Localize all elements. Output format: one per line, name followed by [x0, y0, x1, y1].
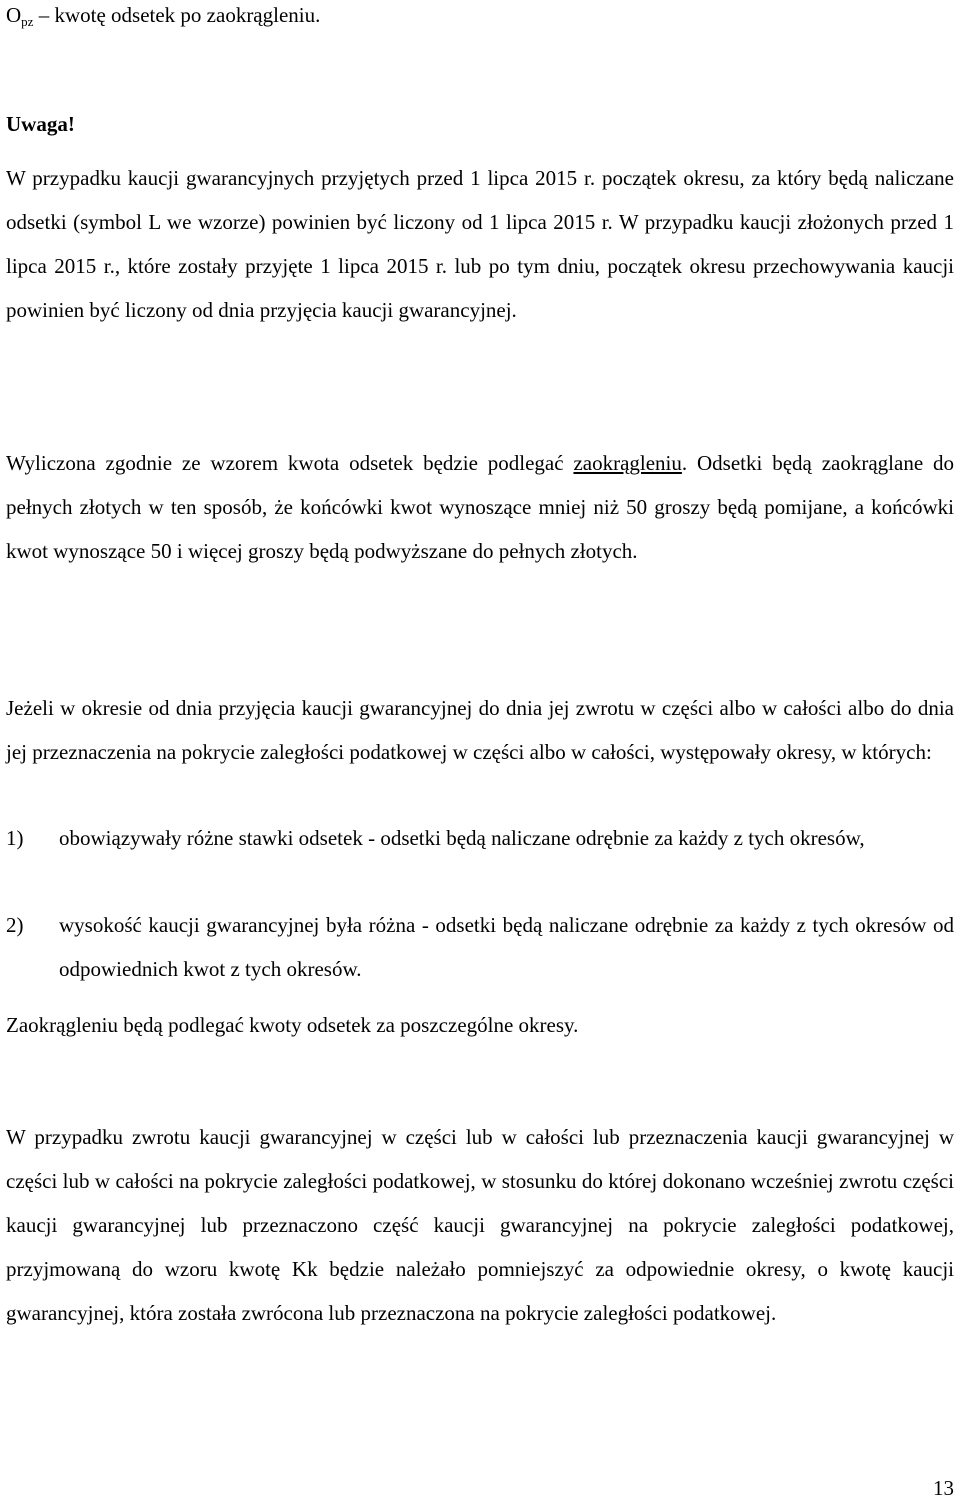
opz-symbol: O — [6, 3, 22, 27]
rounding-underlined-word: zaokrągleniu — [573, 451, 682, 475]
page-number: 13 — [933, 1476, 954, 1500]
list-item-text: wysokość kaucji gwarancyjnej była różna - odsetki będą naliczane odrębnie za każdy z tych okresów od odpowiednich kwot z tych okresów. — [59, 913, 954, 981]
paragraph-rounding — [6, 441, 954, 573]
note-heading: Uwaga! — [6, 112, 75, 136]
opz-subscript: pz — [21, 14, 34, 29]
opz-description: – kwotę odsetek po zaokrągleniu. — [33, 3, 321, 27]
list-item-text: obowiązywały różne stawki odsetek - odsetki będą naliczane odrębnie za każdy z tych okresów, — [59, 826, 865, 850]
opz-definition-line — [6, 0, 954, 37]
paragraph-periods-intro: Jeżeli w okresie od dnia przyjęcia kaucji gwarancyjnej do dnia jej zwrotu w części albo w całości albo do dnia jej przeznaczenia na pokrycie zaległości podatkowej w części albo w całości, występowały okresy, w których: — [6, 696, 954, 764]
rounding-text-before: Wyliczona zgodnie ze wzorem kwota odsetek będzie podlegać — [6, 451, 574, 475]
rounding-text-after: . Odsetki będą zaokrąglane do pełnych złotych w ten sposób, że końcówki kwot wynoszące mniej niż 50 groszy będą pomijane, a końcówki kwot wynoszące 50 i więcej groszy będą podwyższane do pełnych złotych. — [6, 451, 954, 563]
paragraph-start-of-period: W przypadku kaucji gwarancyjnych przyjętych przed 1 lipca 2015 r. początek okresu, za który będą naliczane odsetki (symbol L we wzorze) powinien być liczony od 1 lipca 2015 r. W przypadku kaucji złożonych przed 1 lipca 2015 r., które zostały przyjęte 1 lipca 2015 r. lub po tym dniu, początek okresu przechowywania kaucji powinien być liczony od dnia przyjęcia kaucji gwarancyjnej. — [6, 166, 954, 322]
list-number: 2) — [6, 913, 24, 937]
paragraph-refund: W przypadku zwrotu kaucji gwarancyjnej w części lub w całości lub przeznaczenia kaucji gwarancyjnej w części lub w całości na pokrycie zaległości podatkowej, w stosunku do której dokonano wcześniej zwrotu części kaucji gwarancyjnej lub przeznaczono część kaucji gwarancyjnej na pokrycie zaległości podatkowej, przyjmowaną do wzoru kwotę Kk będzie należało pomniejszyć za odpowiednie okresy, o kwotę kaucji gwarancyjnej, która została zwrócona lub przeznaczona na pokrycie zaległości podatkowej. — [6, 1125, 954, 1325]
list-number: 1) — [6, 826, 24, 850]
paragraph-rounding-periods: Zaokrągleniu będą podlegać kwoty odsetek za poszczególne okresy. — [6, 1013, 579, 1037]
